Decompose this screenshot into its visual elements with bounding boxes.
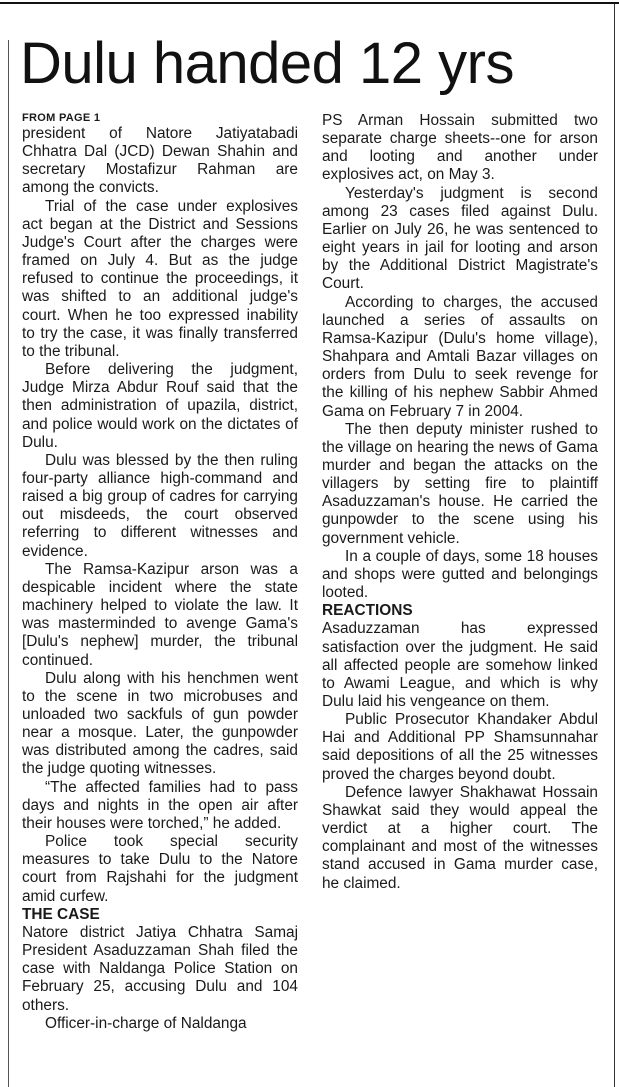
article-paragraph: According to charges, the accused launched a series of assaults on Ramsa-Kazipur (Dulu's home village), Shahpara and Amtali Bazar villages on orders from Dulu to seek revenge for the killing of his nephew Sabbir Ahmed Gama on February 7 in 2004. xyxy=(322,293,598,420)
article-paragraph: In a couple of days, some 18 houses and shops were gutted and belongings looted. xyxy=(322,547,598,602)
article-paragraph: PS Arman Hossain submitted two separate charge sheets--one for arson and looting and another under explosives act, on May 3. xyxy=(322,112,598,184)
right-border-rule xyxy=(614,4,615,1087)
headline: Dulu handed 12 yrs xyxy=(20,31,514,96)
article-paragraph: Officer-in-charge of Naldanga xyxy=(45,1014,247,1032)
article-paragraph: Dulu was blessed by the then ruling four-party alliance high-command and raised a big group of cadres for carrying out misdeeds, the court observed referring to different witnesses and evidence. xyxy=(22,451,298,560)
article-paragraph: Police took special security measures to take Dulu to the Natore court from Rajshahi for the judgment amid curfew. xyxy=(22,833,298,905)
article-paragraph: Natore district Jatiya Chhatra Samaj President Asaduzzaman Shah filed the case with Naldanga Police Station on February 25, accusing Dulu and 104 others. xyxy=(22,923,298,1014)
article-paragraph: Before delivering the judgment, Judge Mirza Abdur Rouf said that the then administration of upazila, district, and police would work on the dictates of Dulu. xyxy=(22,361,298,451)
article-paragraph: Dulu along with his henchmen went to the scene in two microbuses and unloaded two sackfuls of gun powder near a mosque. Later, the gunpowder was distributed among the cadres, said the judge quoting witnesses. xyxy=(22,669,298,778)
section-subhead: REACTIONS xyxy=(322,602,413,620)
article-paragraph: The Ramsa-Kazipur arson was a despicable incident where the state machinery helped to violate the law. It was masterminded to avenge Gama's [Dulu's nephew] murder, the tribunal continued. xyxy=(22,560,298,669)
article-paragraph: Yesterday's judgment is second among 23 cases filed against Dulu. Earlier on July 26, he was sentenced to eight years in jail for looting and arson by the Additional District Magistrate's Court. xyxy=(322,184,598,293)
article-paragraph: The then deputy minister rushed to the village on hearing the news of Gama murder and began the attacks on the villagers by setting fire to plaintiff Asaduzzaman's house. He carried the gunpowder to the scene using his government vehicle. xyxy=(322,420,598,547)
article-paragraph: “The affected families had to pass days and nights in the open air after their houses were torched,” he added. xyxy=(22,778,298,832)
left-border-rule xyxy=(8,40,9,1087)
article-paragraph: Trial of the case under explosives act began at the District and Sessions Judge's Court after the charges were framed on July 4. But as the judge refused to continue the proceedings, it was shifted to an additional judge's court. When he too expressed inability to try the case, it was finally transferred to the tribunal. xyxy=(22,197,298,360)
right-column xyxy=(322,112,598,893)
article-paragraph: Defence lawyer Shakhawat Hossain Shawkat said they would appeal the verdict at a higher court. The complainant and most of the witnesses stand accused in Gama murder case, he claimed. xyxy=(322,783,598,892)
article-paragraph: president of Natore Jatiyatabadi Chhatra Dal (JCD) Dewan Shahin and secretary Mostafizur Rahman are among the convicts. xyxy=(22,125,298,197)
section-subhead: THE CASE xyxy=(22,905,100,923)
article-paragraph: Public Prosecutor Khandaker Abdul Hai and Additional PP Shamsunnahar said depositions of all the 25 witnesses proved the charges beyond doubt. xyxy=(322,711,598,783)
continuation-kicker: FROM PAGE 1 xyxy=(22,112,101,124)
left-column xyxy=(22,112,298,1033)
top-border-rule xyxy=(0,2,619,4)
article-paragraph: Asaduzzaman has expressed satisfaction over the judgment. He said all affected people are somehow linked to Awami League, and which is why Dulu laid his vengeance on them. xyxy=(322,620,598,710)
